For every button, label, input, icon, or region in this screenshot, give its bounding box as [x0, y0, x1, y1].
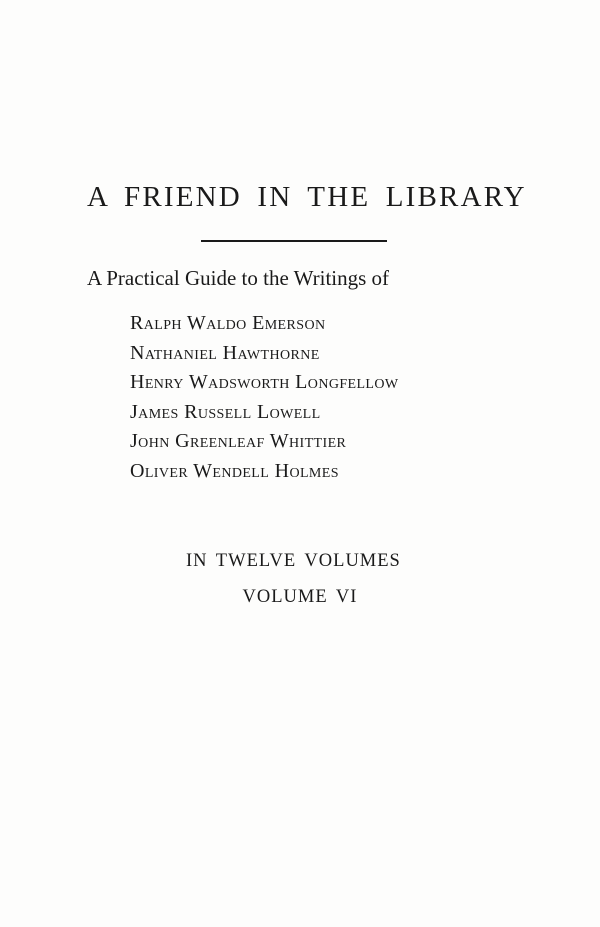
volume-number: VOLUME VI	[242, 587, 358, 607]
book-subtitle: A Practical Guide to the Writings of	[87, 266, 390, 290]
author-name: Henry Wadsworth Longfellow	[130, 371, 399, 393]
title-rule	[201, 240, 387, 242]
author-name: Nathaniel Hawthorne	[130, 341, 320, 364]
book-title: A FRIEND IN THE LIBRARY	[87, 181, 527, 213]
author-name: James Russell Lowell	[130, 400, 321, 423]
volumes-statement: IN TWELVE VOLUMES	[186, 551, 401, 571]
author-name: John Greenleaf Whittier	[130, 430, 347, 452]
author-name: Oliver Wendell Holmes	[130, 459, 339, 482]
author-list	[130, 309, 399, 486]
author-name: Ralph Waldo Emerson	[130, 312, 326, 334]
